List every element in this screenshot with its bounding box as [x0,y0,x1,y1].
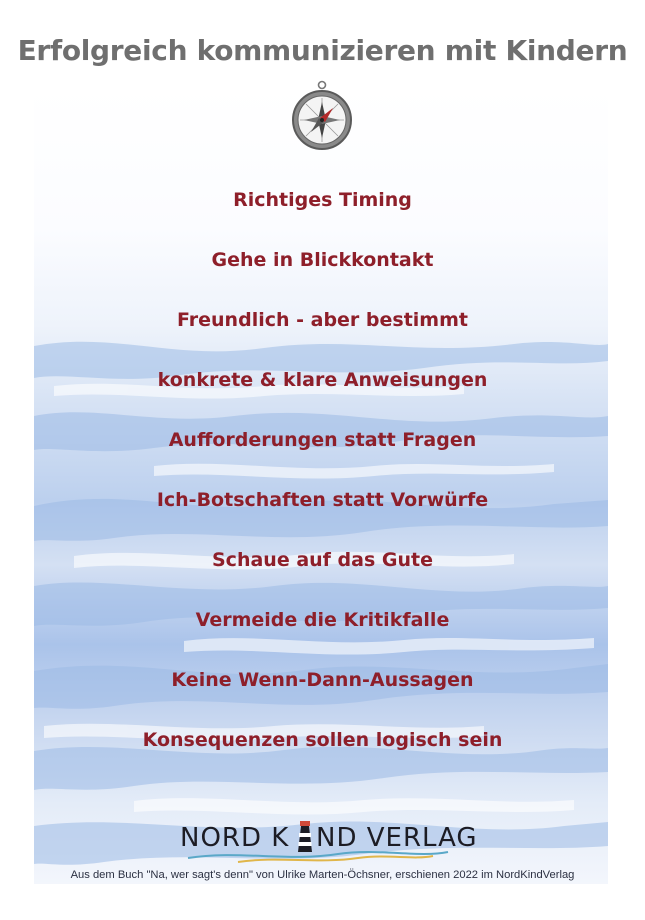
source-footer: Aus dem Buch "Na, wer sagt's denn" von Ulrike Marten-Öchsner, erschienen 2022 im NordKindVerlag [70,869,575,881]
logo-text-right: ND VERLAG [316,823,478,853]
tip-item: konkrete & klare Anweisungen [157,369,488,391]
tip-item: Freundlich - aber bestimmt [177,309,468,331]
tip-item: Richtiges Timing [233,189,412,211]
tip-item: Aufforderungen statt Fragen [168,429,477,451]
nordkind-logo [178,818,478,866]
compass-icon [289,80,355,152]
tip-item: Gehe in Blickkontakt [211,249,434,271]
tip-item: Keine Wenn-Dann-Aussagen [171,669,474,691]
page-title: Erfolgreich kommunizieren mit Kindern [17,34,628,67]
tip-item: Konsequenzen sollen logisch sein [142,729,503,751]
tip-item: Schaue auf das Gute [212,549,433,571]
lighthouse-icon [298,821,312,852]
tip-item: Vermeide die Kritikfalle [195,609,450,631]
logo-text-left: NORD K [180,823,290,853]
tip-item: Ich-Botschaften statt Vorwürfe [156,489,489,511]
